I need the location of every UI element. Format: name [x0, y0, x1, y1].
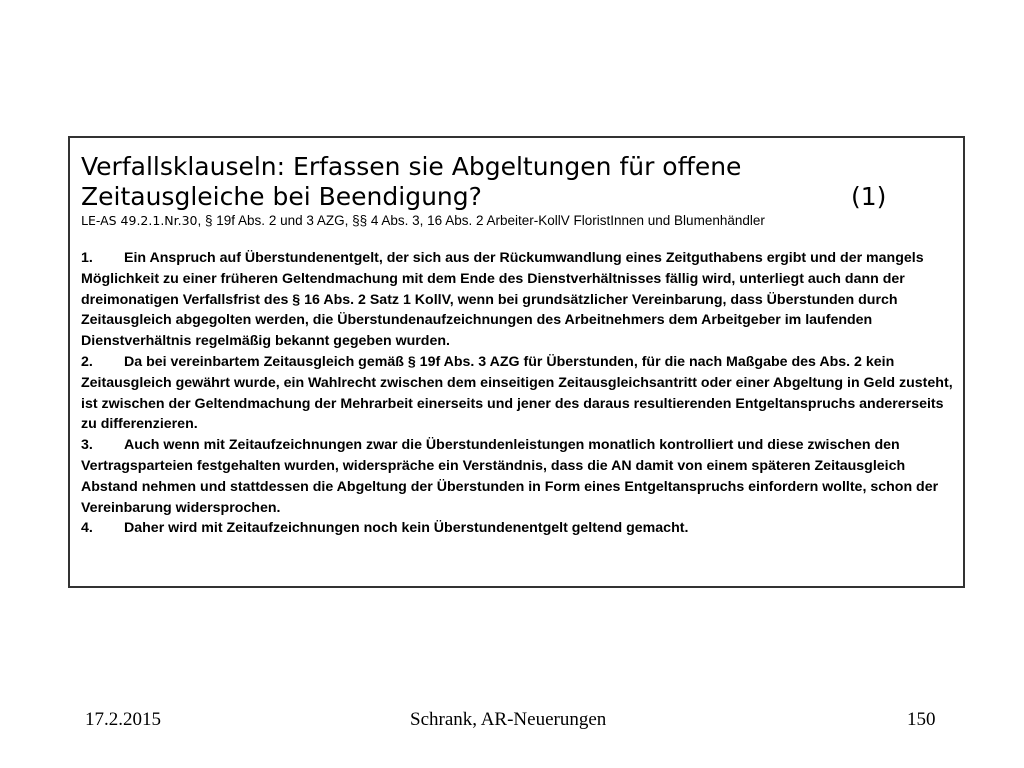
paragraph-text: Daher wird mit Zeitaufzeichnungen noch kein Überstundenentgelt geltend gemacht. — [124, 520, 689, 537]
title-line-2-text: Zeitausgleiche bei Beendigung? — [81, 182, 482, 211]
reference-code: LE-AS 49.2.1.Nr.30 — [81, 213, 198, 228]
slide-title-line-1 — [81, 152, 963, 182]
footer-page-number: 150 — [907, 709, 936, 730]
footer-author: Schrank, AR-Neuerungen — [410, 709, 607, 730]
paragraph-3 — [81, 435, 961, 518]
title-prefix: Verfallsklauseln: — [81, 152, 286, 181]
footer-date: 17.2.2015 — [85, 709, 161, 730]
reference-text: , § 19f Abs. 2 und 3 AZG, §§ 4 Abs. 3, 16 Abs. 2 Arbeiter-KollV FloristInnen und Blumenhändler — [197, 213, 765, 228]
paragraph-number: 3. — [81, 437, 93, 454]
slide-title-line-2 — [81, 182, 963, 212]
paragraph-text: Auch wenn mit Zeitaufzeichnungen zwar die Überstundenleistungen monatlich kontrolliert und diese zwischen den Vertragsparteien festgehalten wurden, widerspräche ein Verständnis, dass die AN damit von einem späteren Zeitausgleich Abstand nehmen und stattdessen die Abgeltung der Überstunden in Form eines Entgeltanspruchs einfordern wollte, schon der Vereinbarung widersprochen. — [81, 437, 939, 516]
paragraph-4 — [81, 518, 961, 539]
paragraph-number: 2. — [81, 353, 93, 370]
paragraph-1 — [81, 248, 961, 352]
paragraph-number: 4. — [81, 520, 93, 537]
paragraph-text: Da bei vereinbartem Zeitausgleich gemäß § 19f Abs. 3 AZG für Überstunden, für die nach Maßgabe des Abs. 2 kein Zeitausgleich gewährt wurde, ein Wahlrecht zwischen dem einseitigen Zeitausgleichsantritt oder einer Abgeltung in Geld zusteht, ist zwischen der Geltendmachung der Mehrarbeit einerseits und jener des daraus resultierenden Entgeltanspruchs andererseits zu differenzieren. — [81, 353, 953, 433]
title-rest: Erfassen sie Abgeltungen für offene — [285, 152, 742, 181]
title-number: (1) — [851, 182, 887, 211]
spacer — [81, 230, 963, 248]
paragraph-number: 1. — [81, 250, 93, 266]
paragraph-2 — [81, 352, 961, 435]
content-box — [68, 136, 965, 588]
legal-reference — [81, 212, 963, 230]
paragraph-text: Ein Anspruch auf Überstundenentgelt, der sich aus der Rückumwandlung eines Zeitguthabens ergibt und der mangels Möglichkeit zu einer früheren Geltendmachung mit dem Ende des Dienstverhältnisses fällig wird, unterliegt auch dann der dreimonatigen Verfallsfrist des § 16 Abs. 2 Satz 1 KollV, wenn bei grundsätzlicher Vereinbarung, dass Überstunden durch Zeitausgleich abgegolten werden, die Überstundenaufzeichnungen des Arbeitnehmers dem Arbeitgeber im laufenden Dienstverhältnis regelmäßig bekannt gegeben wurden. — [81, 250, 924, 350]
